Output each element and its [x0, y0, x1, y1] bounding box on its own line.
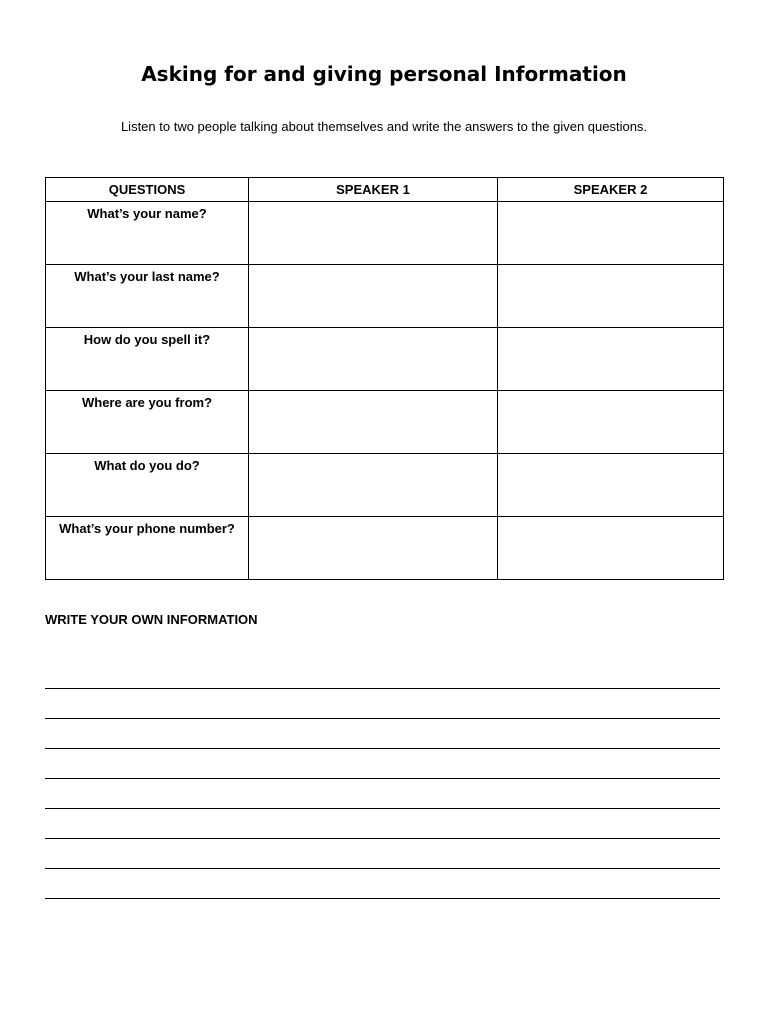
writing-line[interactable]: [45, 838, 720, 839]
writing-line[interactable]: [45, 688, 720, 689]
speaker-1-answer-cell[interactable]: [249, 265, 498, 328]
question-cell: Where are you from?: [46, 391, 249, 454]
writing-line[interactable]: [45, 718, 720, 719]
speaker-2-answer-cell[interactable]: [498, 328, 724, 391]
question-cell: What’s your last name?: [46, 265, 249, 328]
writing-lines: [45, 688, 720, 928]
table-header-row: [46, 178, 724, 202]
table-row: [46, 391, 724, 454]
table-row: [46, 328, 724, 391]
question-cell: What do you do?: [46, 454, 249, 517]
speaker-2-answer-cell[interactable]: [498, 454, 724, 517]
writing-line[interactable]: [45, 868, 720, 869]
question-cell: How do you spell it?: [46, 328, 249, 391]
question-cell: What’s your name?: [46, 202, 249, 265]
speaker-1-answer-cell[interactable]: [249, 328, 498, 391]
header-speaker-1: SPEAKER 1: [249, 178, 498, 202]
worksheet-title: Asking for and giving personal Information: [141, 62, 627, 86]
speaker-2-answer-cell[interactable]: [498, 202, 724, 265]
writing-line[interactable]: [45, 898, 720, 899]
speaker-1-answer-cell[interactable]: [249, 391, 498, 454]
instructions-text: Listen to two people talking about themselves and write the answers to the given questions.: [120, 119, 648, 134]
table-row: [46, 202, 724, 265]
speaker-1-answer-cell[interactable]: [249, 454, 498, 517]
writing-line[interactable]: [45, 748, 720, 749]
header-questions: QUESTIONS: [46, 178, 249, 202]
speaker-1-answer-cell[interactable]: [249, 202, 498, 265]
own-information-heading: WRITE YOUR OWN INFORMATION: [45, 612, 258, 627]
table-row: [46, 517, 724, 580]
writing-line[interactable]: [45, 808, 720, 809]
header-speaker-2: SPEAKER 2: [498, 178, 724, 202]
speaker-2-answer-cell[interactable]: [498, 391, 724, 454]
speaker-2-answer-cell[interactable]: [498, 265, 724, 328]
question-cell: What’s your phone number?: [46, 517, 249, 580]
writing-line[interactable]: [45, 778, 720, 779]
speaker-1-answer-cell[interactable]: [249, 517, 498, 580]
questions-table: [45, 177, 724, 580]
table-row: [46, 265, 724, 328]
table-row: [46, 454, 724, 517]
speaker-2-answer-cell[interactable]: [498, 517, 724, 580]
